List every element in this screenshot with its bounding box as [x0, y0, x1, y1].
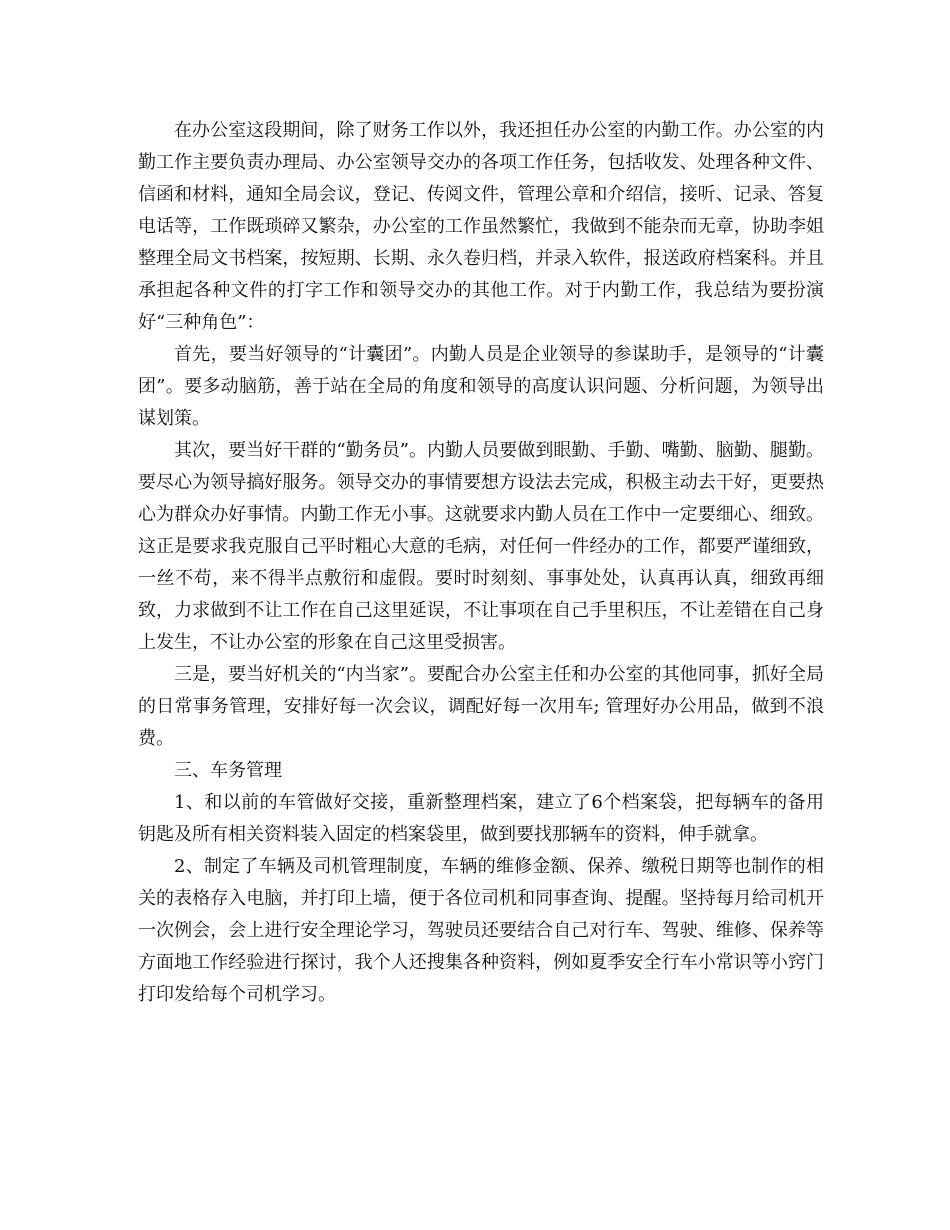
- paragraph-role-advisor: 首先，要当好领导的“计囊团”。内勤人员是企业领导的参谋助手，是领导的“计囊团”。要多动脑筋，善于站在全局的角度和领导的高度认识问题、分析问题，为领导出谋划策。: [138, 344, 824, 429]
- paragraph-role-housekeeper: 三是，要当好机关的“内当家”。要配合办公室主任和办公室的其他同事，抓好全局的日常事务管理，安排好每一次会议，调配好每一次用车; 管理好办公用品，做到不浪费。: [138, 664, 824, 749]
- paragraph-vehicle-item-2: 2、制定了车辆及司机管理制度，车辆的维修金额、保养、缴税日期等也制作的相关的表格存入电脑，并打印上墙，便于各位司机和同事查询、提醒。坚持每月给司机开一次例会，会上进行安全理论学习，驾驶员还要结合自己对行车、驾驶、维修、保养等方面地工作经验进行探讨，我个人还搜集各种资料，例如夏季安全行车小常识等小窍门打印发给每个司机学习。: [138, 856, 824, 1005]
- paragraph-role-service: 其次，要当好干群的“勤务员”。内勤人员要做到眼勤、手勤、嘴勤、脑勤、腿勤。要尽心为领导搞好服务。领导交办的事情要想方设法去完成，积极主动去干好，更要热心为群众办好事情。内勤工作无小事。这就要求内勤人员在工作中一定要细心、细致。这正是要求我克服自己平时粗心大意的毛病，对任何一件经办的工作，都要严谨细致，一丝不苟，来不得半点敷衍和虚假。要时时刻刻、事事处处，认真再认真，细致再细致，力求做到不让工作在自己这里延误，不让事项在自己手里积压，不让差错在自己身上发生，不让办公室的形象在自己这里受损害。: [138, 440, 824, 653]
- paragraph-vehicle-item-1: 1、和以前的车管做好交接，重新整理档案，建立了6个档案袋，把每辆车的备用钥匙及所有相关资料装入固定的档案袋里，做到要找那辆车的资料，伸手就拿。: [138, 792, 824, 845]
- section-heading-vehicle-management: 三、车务管理: [174, 760, 282, 781]
- paragraph-office-duties: 在办公室这段期间，除了财务工作以外，我还担任办公室的内勤工作。办公室的内勤工作主要负责办理局、办公室领导交办的各项工作任务，包括收发、处理各种文件、信函和材料，通知全局会议，登记、传阅文件，管理公章和介绍信，接听、记录、答复电话等，工作既琐碎又繁杂，办公室的工作虽然繁忙，我做到不能杂而无章，协助李姐整理全局文书档案，按短期、长期、永久卷归档，并录入软件，报送政府档案科。并且承担起各种文件的打字工作和领导交办的其他工作。对于内勤工作，我总结为要扮演好“三种角色”：: [138, 120, 824, 333]
- document-body: [138, 115, 824, 1011]
